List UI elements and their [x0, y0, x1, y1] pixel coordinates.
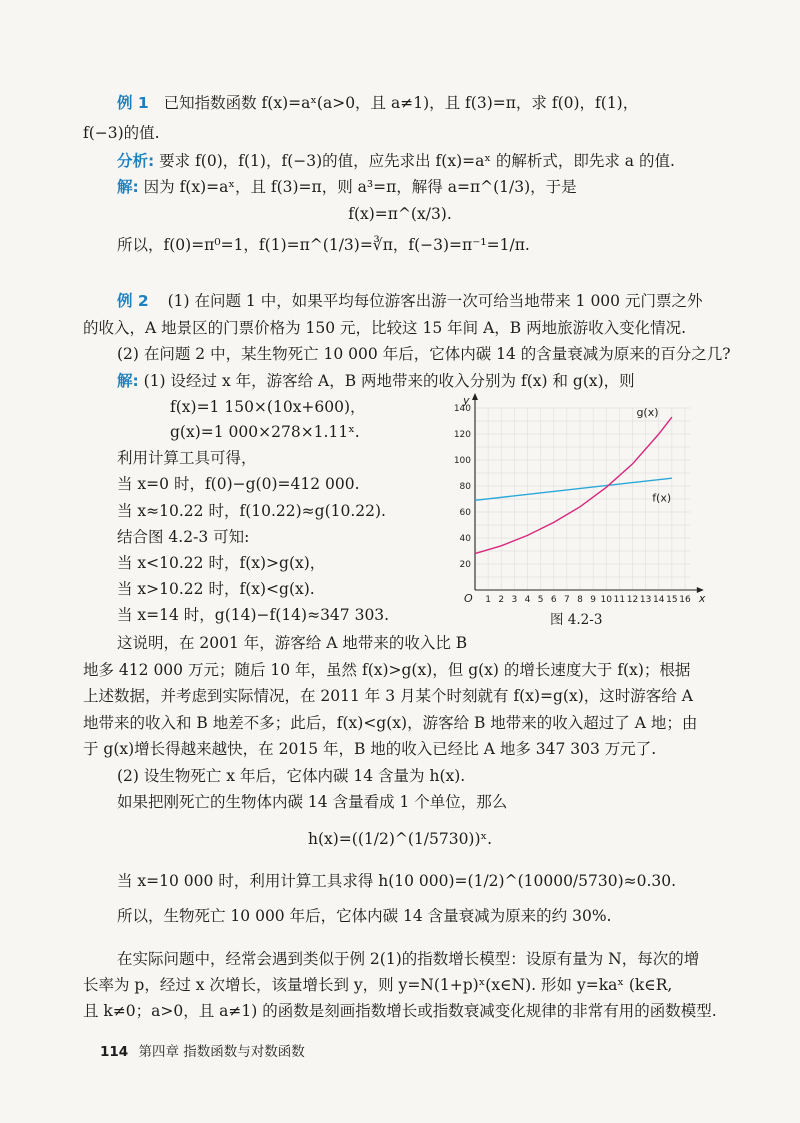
- x-tick-label: 16: [679, 595, 691, 605]
- x-tick-label: 10: [600, 595, 612, 605]
- eq-g: g(x)=1 000×278×1.11ˣ.: [170, 423, 360, 441]
- calc-intro: 利用计算工具可得，: [117, 449, 257, 467]
- example1-question: 已知指数函数 f(x)=aˣ(a>0，且 a≠1)，且 f(3)=π，求 f(0)，f(1)，: [163, 94, 639, 112]
- x-tick-label: 5: [537, 595, 544, 605]
- solution2-label: 解:: [117, 372, 139, 390]
- example1-line1: [117, 92, 638, 114]
- page-footer: [100, 1040, 305, 1060]
- sol1-text: (1) 设经过 x 年，游客给 A，B 两地带来的收入分别为 f(x) 和 g(x)，则: [143, 372, 635, 390]
- y-tick-label: 140: [453, 404, 471, 414]
- example1-formula: f(x)=π^(x/3).: [348, 205, 452, 223]
- para-line3: 上述数据，并考虑到实际情况，在 2011 年 3 月某个时刻就有 f(x)=g(x)，这时游客给 A: [83, 687, 693, 705]
- eq-f: f(x)=1 150×(10x+600)，: [170, 398, 366, 416]
- x-tick-label: 8: [577, 595, 583, 605]
- summary-line1: 在实际问题中，经常会遇到类似于例 2(1)的指数增长模型：设原有量为 N，每次的增: [117, 950, 700, 968]
- x-tick-label: 13: [639, 595, 652, 605]
- example1-label: 例 1: [117, 94, 149, 112]
- para-line5: 于 g(x)增长得越来越快，在 2015 年，B 地的收入已经比 A 地多 347 303 万元了.: [83, 740, 657, 758]
- example1-conclusion: 所以，f(0)=π⁰=1，f(1)=π^(1/3)=∛π，f(−3)=π⁻¹=1/π.: [117, 236, 530, 254]
- figure-caption: 图 4.2-3: [550, 612, 603, 628]
- x-tick-label: 9: [590, 595, 596, 605]
- x-axis-label: x: [698, 592, 706, 605]
- y-axis-arrow: [472, 393, 478, 400]
- y-tick-label: 80: [459, 482, 471, 492]
- f-line-label: f(x): [652, 491, 672, 505]
- x-tick-label: 4: [524, 595, 531, 605]
- calc-2: 当 x≈10.22 时，f(10.22)≈g(10.22).: [117, 502, 386, 520]
- summary-line3: 且 k≠0；a>0，且 a≠1) 的函数是刻画指数增长或指数衰减变化规律的非常有用的函数模型.: [83, 1002, 717, 1020]
- chapter-title: 第四章 指数函数与对数函数: [138, 1044, 305, 1060]
- example2-label: 例 2: [117, 292, 149, 310]
- example2-q1-line2: 的收入，A 地景区的门票价格为 150 元，比较这 15 年间 A，B 两地旅游收入变化情况.: [83, 319, 687, 337]
- page-number: 114: [100, 1044, 129, 1060]
- fig-intro: 结合图 4.2-3 可知:: [117, 528, 250, 546]
- example2-sol1: [117, 370, 635, 392]
- x-tick-label: 12: [626, 595, 639, 605]
- compare-3: 当 x=14 时，g(14)−f(14)≈347 303.: [117, 606, 390, 624]
- x-tick-label: 3: [511, 595, 518, 605]
- x-tick-label: 6: [550, 595, 557, 605]
- summary-line2: 长率为 p，经过 x 次增长，该量增长到 y，则 y=N(1+p)ˣ(x∈N). 形如 y=kaˣ (k∈R,: [83, 976, 673, 994]
- origin-label: O: [464, 592, 473, 605]
- y-tick-label: 60: [459, 508, 471, 518]
- h-calc: 当 x=10 000 时，利用计算工具求得 h(10 000)=(1/2)^(10000/5730)≈0.30.: [117, 872, 677, 890]
- sol2-line1: (2) 设生物死亡 x 年后，它体内碳 14 含量为 h(x).: [117, 767, 466, 785]
- para-line4: 地带来的收入和 B 地差不多；此后，f(x)<g(x)，游客给 B 地带来的收入超过了 A 地；由: [83, 714, 698, 732]
- y-tick-label: 120: [453, 430, 471, 440]
- example2-q2: (2) 在问题 2 中，某生物死亡 10 000 年后，它体内碳 14 的含量衰减为原来的百分之几?: [117, 345, 731, 363]
- example2-q1-line1: [117, 290, 702, 312]
- x-tick-label: 2: [498, 595, 505, 605]
- y-tick-label: 40: [459, 534, 471, 544]
- figure-4-2-3-chart: [440, 392, 710, 607]
- compare-2: 当 x>10.22 时，f(x)<g(x).: [117, 580, 315, 598]
- g-curve: [475, 417, 672, 553]
- f-line: [475, 478, 672, 500]
- y-tick-label: 100: [453, 456, 471, 466]
- sol2-conclusion: 所以，生物死亡 10 000 年后，它体内碳 14 含量衰减为原来的约 30%.: [117, 907, 612, 925]
- g-curve-label: g(x): [636, 405, 659, 419]
- example1-line2: f(−3)的值.: [83, 124, 160, 142]
- calc-1: 当 x=0 时，f(0)−g(0)=412 000.: [117, 475, 360, 493]
- compare-1: 当 x<10.22 时，f(x)>g(x)，: [117, 554, 326, 572]
- chart-series: [475, 417, 672, 553]
- x-tick-label: 15: [666, 595, 678, 605]
- sol2-line2: 如果把刚死亡的生物体内碳 14 含量看成 1 个单位，那么: [117, 793, 508, 811]
- h-formula: h(x)=((1/2)^(1/5730))ˣ.: [307, 830, 493, 848]
- para-line2: 地多 412 000 万元；随后 10 年，虽然 f(x)>g(x)，但 g(x) 的增长速度大于 f(x)；根据: [83, 661, 691, 679]
- x-tick-label: 7: [564, 595, 570, 605]
- example1-analysis: [117, 150, 675, 172]
- y-axis-label: y: [463, 394, 470, 407]
- analysis-text: 要求 f(0)，f(1)，f(−3)的值，应先求出 f(x)=aˣ 的解析式，即先求 a 的值.: [159, 152, 675, 170]
- analysis-label: 分析:: [117, 152, 155, 170]
- solution-label: 解:: [117, 178, 139, 196]
- para-line1: 这说明，在 2001 年，游客给 A 地带来的收入比 B: [117, 634, 468, 652]
- x-tick-label: 11: [613, 595, 626, 605]
- y-tick-label: 20: [459, 560, 471, 570]
- example1-solution: [117, 176, 577, 198]
- solution-text: 因为 f(x)=aˣ，且 f(3)=π，则 a³=π，解得 a=π^(1/3)，于是: [143, 178, 577, 196]
- x-tick-label: 1: [485, 595, 491, 605]
- example2-q1-text: (1) 在问题 1 中，如果平均每位游客出游一次可给当地带来 1 000 元门票之外: [167, 292, 703, 310]
- x-tick-label: 14: [653, 595, 665, 605]
